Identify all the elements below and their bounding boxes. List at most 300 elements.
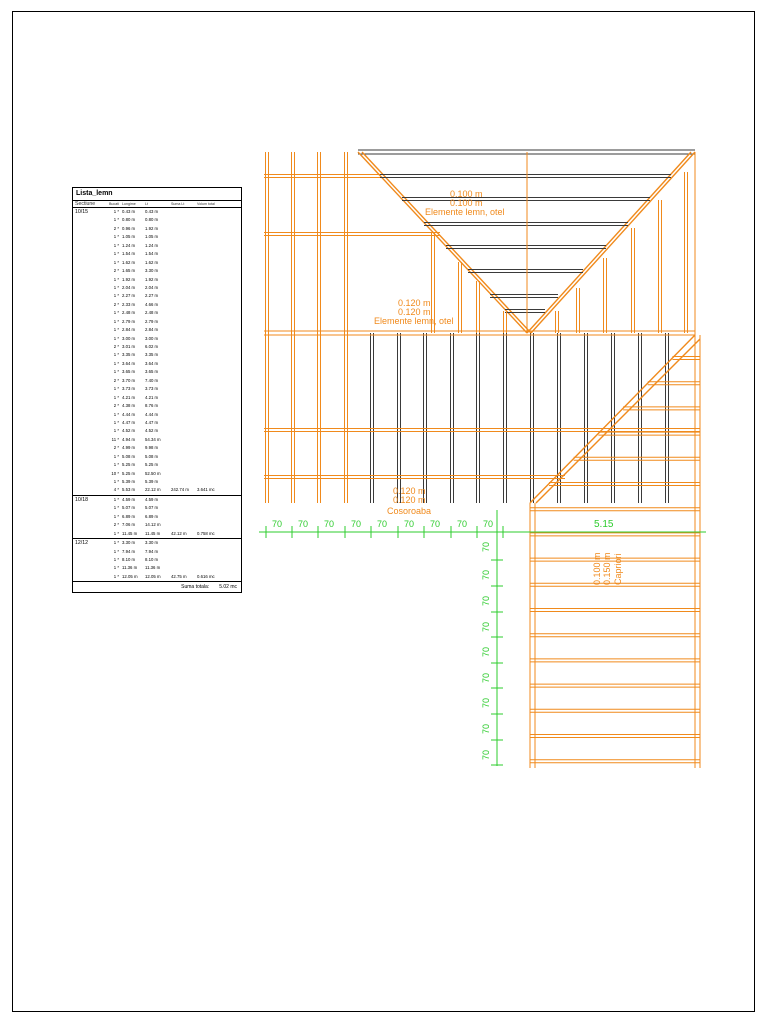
table-cell: 0.96 m (122, 225, 136, 231)
table-cell: 3.65 m (145, 369, 159, 375)
dimension-text: 70 (404, 519, 415, 529)
table-row (73, 556, 241, 564)
table-cell (197, 208, 227, 216)
table-cell: 5.07 m (122, 505, 136, 511)
table-cell (197, 225, 227, 233)
section-cell (75, 343, 104, 351)
table-row (73, 513, 241, 521)
table-cell: 1 * (113, 259, 119, 265)
table-cell: 11.45 m (122, 530, 138, 536)
table-cell (171, 259, 197, 267)
table-cell (197, 309, 227, 317)
table-cell: 2.48 m (122, 310, 136, 316)
table-cell: 1 * (113, 394, 119, 400)
hip-rafter (362, 152, 531, 333)
valley-rafter (530, 335, 695, 503)
section-cell (75, 318, 104, 326)
table-row (73, 250, 241, 258)
table-cell (171, 539, 197, 547)
table-cell: 3.73 m (122, 386, 136, 392)
table-cell: 1 * (113, 530, 119, 536)
table-cell: 1.24 m (145, 242, 159, 248)
table-cell: 3.73 m (145, 386, 159, 392)
table-cell (197, 242, 227, 250)
dimension-text: 70 (481, 723, 491, 734)
table-cell: 1.92 m (145, 225, 159, 231)
table-row (73, 573, 241, 581)
table-cell: 1 * (113, 217, 119, 223)
table-cell: 11.36 m (122, 565, 138, 571)
table-row (73, 335, 241, 343)
table-row (73, 301, 241, 309)
table-cell (197, 250, 227, 258)
table-cell: 1.65 m (122, 268, 136, 274)
table-cell (171, 504, 197, 512)
table-cell: 7.94 m (122, 548, 136, 554)
dimension-text: 70 (351, 519, 362, 529)
table-cell: 8.10 m (122, 556, 136, 562)
header-cell: Volum total (197, 202, 215, 206)
table-cell (171, 470, 197, 478)
top-dim-b: 0.100 m (450, 198, 483, 208)
table-cell: 1 * (113, 513, 119, 519)
table-cell (197, 377, 227, 385)
section-cell (75, 259, 104, 267)
header-cell: Sectiune (75, 201, 96, 207)
table-cell (171, 250, 197, 258)
table-cell: 1 * (113, 556, 119, 562)
table-cell (197, 267, 227, 275)
table-cell: 4.47 m (122, 419, 136, 425)
table-row (73, 486, 241, 494)
table-group (73, 208, 241, 496)
table-cell: 5.25 m (122, 470, 136, 476)
table-cell: 54.34 m (145, 436, 161, 442)
section-cell (75, 385, 104, 393)
table-cell (171, 208, 197, 216)
table-cell: 22.12 m (145, 487, 161, 493)
table-cell (171, 394, 197, 402)
table-cell: 4 * (113, 487, 119, 493)
table-cell: 3.30 m (145, 268, 159, 274)
table-row (73, 521, 241, 529)
table-cell (171, 521, 197, 529)
section-cell (75, 225, 104, 233)
table-cell: 3.70 m (122, 377, 136, 383)
section-cell (75, 326, 104, 334)
top-element-name: Elemente lemn, otel (425, 207, 505, 217)
table-header (73, 201, 241, 208)
table-cell: 1 * (113, 293, 119, 299)
table-cell: 1 * (113, 335, 119, 341)
section-cell (75, 556, 104, 564)
table-cell: 5.39 m (145, 479, 159, 484)
table-cell: 1 * (113, 369, 119, 375)
table-cell (171, 402, 197, 410)
table-cell: 5.39 m (122, 479, 136, 484)
table-cell (197, 461, 227, 469)
table-cell (197, 478, 227, 486)
table-row (73, 461, 241, 469)
table-cell (171, 427, 197, 435)
table-cell (171, 513, 197, 521)
table-cell (197, 326, 227, 334)
table-cell: 5.25 m (145, 462, 159, 468)
table-row (73, 478, 241, 486)
table-cell (197, 394, 227, 402)
table-row (73, 436, 241, 444)
table-row (73, 427, 241, 435)
section-cell (75, 394, 104, 402)
table-cell (171, 318, 197, 326)
table-row (73, 318, 241, 326)
section-cell (75, 250, 104, 258)
table-cell: 3.64 m (122, 360, 136, 366)
section-cell (75, 351, 104, 359)
table-cell: 3.30 m (145, 540, 159, 546)
dimension-text: 70 (481, 646, 491, 657)
table-cell: 0.616 mc (197, 573, 215, 579)
table-cell: 4.44 m (145, 411, 159, 417)
table-cell (197, 513, 227, 521)
section-cell (75, 436, 104, 444)
table-cell: 1 * (113, 276, 119, 282)
total-value: 5.02 mc (219, 584, 237, 591)
table-cell: 1 * (113, 386, 119, 392)
table-cell: 2 * (113, 377, 119, 383)
table-cell: 1.24 m (122, 242, 136, 248)
section-cell (75, 530, 104, 538)
table-row (73, 326, 241, 334)
table-row (73, 284, 241, 292)
table-cell: 3.65 m (122, 369, 136, 375)
table-cell: 1 * (113, 251, 119, 257)
section-cell (75, 368, 104, 376)
table-cell: 4.52 m (145, 428, 159, 434)
table-cell (197, 385, 227, 393)
table-cell: 2.48 m (145, 310, 159, 316)
table-cell: 1 * (113, 310, 119, 316)
table-cell: 4.47 m (145, 419, 159, 425)
table-cell (171, 216, 197, 224)
mid-dim-a: 0.120 m (398, 298, 431, 308)
table-cell (197, 444, 227, 452)
dimension-text: 70 (481, 569, 491, 580)
table-row (73, 377, 241, 385)
section-cell (75, 513, 104, 521)
table-cell: 6.89 m (145, 513, 159, 519)
table-cell (197, 351, 227, 359)
hip-rafter (527, 152, 691, 333)
section-cell (75, 284, 104, 292)
table-cell: 2.79 m (145, 318, 159, 324)
table-cell: 2 * (113, 225, 119, 231)
dimension-text: 70 (481, 749, 491, 760)
table-cell: 1 * (113, 352, 119, 358)
table-cell: 3.64 m (145, 360, 159, 366)
table-cell: 5.25 m (122, 462, 136, 468)
table-cell: 7.94 m (145, 548, 159, 554)
table-cell: 2 * (113, 268, 119, 274)
table-body (73, 208, 241, 582)
table-cell: 5.08 m (122, 453, 136, 459)
table-row (73, 385, 241, 393)
table-cell: 52.50 m (145, 470, 161, 476)
dimension-text: 70 (481, 697, 491, 708)
table-cell: 1.54 m (122, 251, 136, 257)
header-cell: Lt (145, 202, 148, 206)
table-row (73, 360, 241, 368)
table-cell: 3.01 m (122, 344, 136, 349)
table-cell: 1 * (113, 411, 119, 417)
table-cell: 1 * (113, 540, 119, 546)
right-dim-b: 0.150 m (602, 552, 612, 585)
table-cell: 0.80 m (145, 217, 159, 223)
table-row (73, 564, 241, 572)
table-row (73, 276, 241, 284)
right-element-name: Capriori (613, 553, 623, 585)
section-cell (75, 292, 104, 300)
table-cell (171, 242, 197, 250)
table-cell: 6.02 m (145, 344, 159, 349)
table-cell (171, 548, 197, 556)
low-element-name: Cosoroaba (387, 506, 432, 516)
table-cell: 2 * (113, 445, 119, 451)
dimension-lines (259, 510, 706, 766)
table-cell (197, 402, 227, 410)
table-cell: 11.36 m (145, 565, 161, 571)
table-cell (197, 470, 227, 478)
table-cell: 4.21 m (122, 394, 136, 400)
table-cell (171, 556, 197, 564)
table-cell (197, 556, 227, 564)
section-cell: 12/12 (75, 540, 88, 547)
section-cell (75, 335, 104, 343)
table-row (73, 548, 241, 556)
table-row (73, 208, 241, 216)
table-cell: 8.10 m (145, 556, 159, 562)
table-row (73, 394, 241, 402)
table-cell: 1 * (113, 327, 119, 333)
table-cell (171, 385, 197, 393)
table-cell: 1 * (113, 318, 119, 324)
section-cell (75, 233, 104, 241)
header-cell: Lungime (122, 202, 136, 206)
table-cell (171, 351, 197, 359)
table-cell: 1 * (113, 565, 119, 571)
table-cell: 1 * (113, 548, 119, 554)
table-cell: 2 * (113, 403, 119, 409)
table-cell: 1 * (113, 479, 119, 484)
low-dim-b: 0.120 m (393, 495, 426, 505)
timber-list-table (72, 187, 242, 593)
table-cell: 12.05 m (145, 573, 161, 579)
table-cell: 1 * (113, 573, 119, 579)
table-cell: 3.35 m (145, 352, 159, 358)
section-cell (75, 309, 104, 317)
table-cell (197, 453, 227, 461)
total-label: Suma totala: (181, 584, 210, 591)
table-row (73, 444, 241, 452)
table-cell (197, 539, 227, 547)
table-cell (197, 284, 227, 292)
header-cell: Bucati (109, 202, 119, 206)
table-cell (171, 225, 197, 233)
table-cell (197, 318, 227, 326)
hip-rafter (358, 152, 527, 333)
table-title: Lista_lemn (73, 188, 241, 201)
dimension-text: 70 (481, 672, 491, 683)
table-cell (171, 368, 197, 376)
table-cell (171, 419, 197, 427)
table-cell: 1 * (113, 242, 119, 248)
section-cell (75, 377, 104, 385)
table-cell: 2.84 m (145, 327, 159, 333)
table-cell: 4.38 m (122, 403, 136, 409)
table-cell (171, 309, 197, 317)
section-cell (75, 216, 104, 224)
dimension-text: 70 (481, 621, 491, 632)
table-cell: 1.92 m (122, 276, 136, 282)
header-cell: Suma Lt (171, 202, 185, 206)
table-cell: 4.52 m (122, 428, 136, 434)
table-row (73, 419, 241, 427)
table-cell: 14.12 m (145, 522, 161, 528)
table-cell: 0.80 m (122, 217, 136, 223)
top-dim-a: 0.100 m (450, 189, 483, 199)
table-cell: 42.12 m (171, 530, 187, 536)
table-cell: 2 * (113, 301, 119, 307)
table-cell: 2.27 m (122, 293, 136, 299)
table-cell: 9.98 m (145, 445, 159, 451)
table-cell (171, 478, 197, 486)
dimension-text: 70 (481, 595, 491, 606)
dimension-text: 5.15 (594, 519, 614, 530)
table-cell: 6.89 m (122, 513, 136, 519)
table-cell: 2.27 m (145, 293, 159, 299)
table-row (73, 292, 241, 300)
table-cell: 4.44 m (122, 411, 136, 417)
section-cell (75, 360, 104, 368)
mid-element-name: Elemente lemn, otel (374, 316, 454, 326)
dimension-text: 70 (298, 519, 309, 529)
table-cell: 1 * (113, 234, 119, 240)
section-cell (75, 301, 104, 309)
table-cell (171, 377, 197, 385)
table-cell: 1 * (113, 453, 119, 459)
table-cell: 3.00 m (145, 335, 159, 341)
low-dim-a: 0.120 m (393, 486, 426, 496)
table-cell (171, 326, 197, 334)
table-cell: 2.79 m (122, 318, 136, 324)
table-cell (197, 292, 227, 300)
table-row (73, 539, 241, 547)
table-cell: 3.35 m (122, 352, 136, 358)
table-cell (197, 259, 227, 267)
table-cell (171, 461, 197, 469)
section-cell (75, 486, 104, 494)
table-cell: 0.43 m (145, 209, 159, 214)
table-row (73, 402, 241, 410)
table-cell: 1 * (113, 462, 119, 468)
table-cell (197, 301, 227, 309)
table-cell: 2.33 m (122, 301, 136, 307)
dimension-text: 70 (481, 541, 491, 552)
table-row (73, 343, 241, 351)
table-cell: 4.21 m (145, 394, 159, 400)
section-cell (75, 411, 104, 419)
table-cell: 1.05 m (122, 234, 136, 240)
table-row (73, 411, 241, 419)
table-cell: 4.99 m (122, 445, 136, 451)
section-cell (75, 427, 104, 435)
table-cell (197, 343, 227, 351)
hip-rafter (531, 152, 695, 333)
table-cell: 5.53 m (122, 487, 136, 493)
table-cell: 242.74 m (171, 487, 189, 493)
table-row (73, 470, 241, 478)
table-cell: 0.758 mc (197, 530, 215, 536)
table-cell: 0.43 m (122, 209, 136, 214)
table-cell (171, 496, 197, 504)
table-cell: 1 * (113, 505, 119, 511)
table-cell: 1 * (113, 496, 119, 502)
dimension-text: 70 (377, 519, 388, 529)
section-cell (75, 564, 104, 572)
table-cell: 2.04 m (145, 284, 159, 290)
table-cell: 1.92 m (145, 276, 159, 282)
table-row (73, 309, 241, 317)
table-cell: 2 * (113, 522, 119, 528)
table-cell: 1 * (113, 428, 119, 434)
table-cell: 1 * (113, 419, 119, 425)
table-cell: 11.45 m (145, 530, 161, 536)
section-cell (75, 444, 104, 452)
table-cell: 1.54 m (145, 251, 159, 257)
table-cell (197, 436, 227, 444)
table-row (73, 233, 241, 241)
section-cell (75, 548, 104, 556)
dimension-text: 70 (483, 519, 494, 529)
table-cell (171, 301, 197, 309)
table-cell: 7.06 m (122, 522, 136, 528)
section-cell (75, 461, 104, 469)
table-cell: 1.05 m (145, 234, 159, 240)
table-cell: 3.00 m (122, 335, 136, 341)
table-group (73, 539, 241, 582)
section-cell (75, 276, 104, 284)
table-cell: 2.84 m (122, 327, 136, 333)
table-cell (171, 411, 197, 419)
table-cell: 2 * (113, 344, 119, 349)
table-cell: 1.62 m (122, 259, 136, 265)
table-row (73, 351, 241, 359)
section-cell: 10/15 (75, 209, 88, 215)
table-cell (171, 436, 197, 444)
table-cell: 12.05 m (122, 573, 138, 579)
section-cell (75, 267, 104, 275)
table-cell (197, 216, 227, 224)
table-cell (197, 335, 227, 343)
table-group (73, 496, 241, 539)
table-cell: 42.75 m (171, 573, 187, 579)
table-cell: 11 * (111, 436, 119, 442)
table-cell (171, 343, 197, 351)
section-cell (75, 573, 104, 581)
table-cell: 4.66 m (145, 301, 159, 307)
table-cell (171, 267, 197, 275)
table-cell: 10 * (111, 470, 119, 476)
